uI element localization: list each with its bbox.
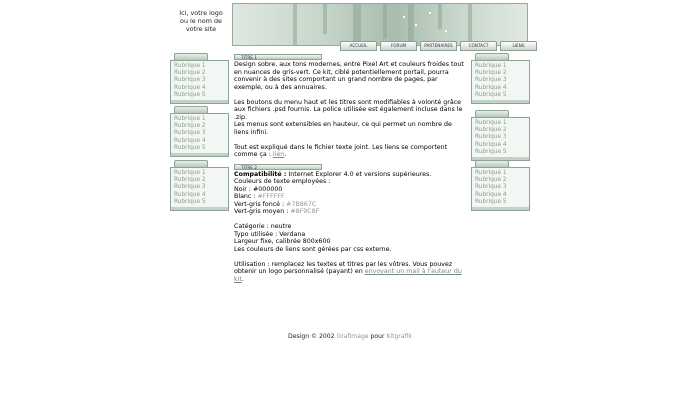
menu-item[interactable]: Rubrique 4 [174,84,206,91]
kitgrafik-link[interactable]: Kitgrafik [386,333,412,340]
typo: Typo utilisée : Verdana [234,230,306,238]
grafimage-link[interactable]: Grafimage [336,333,369,340]
right-menu-3 [471,160,530,211]
logo-line-2: ou le nom de [180,17,222,25]
banner-decor [323,4,327,34]
nav-contact[interactable]: CONTACT [460,41,497,51]
links-info: Les couleurs de liens sont gérées par css externe. [234,245,392,253]
top-nav [340,41,537,50]
menu-item[interactable]: Rubrique 5 [475,91,507,98]
menu-item[interactable]: Rubrique 2 [174,123,206,130]
color-value: #7B867C [286,200,317,208]
banner-decor [383,4,387,39]
color-label: Vert-gris moyen : [234,208,291,215]
logo-line-1: Ici, votre logo [179,9,223,17]
color-vert-moyen [234,208,466,216]
paragraph: Les boutons du menu haut et les titres sont modifiables à volonté grâce aux fichiers .psd fournis. La police utilisée est également incluse dans le .zip. [234,98,463,121]
menu-item[interactable]: Rubrique 3 [174,184,206,191]
menu-item[interactable]: Rubrique 5 [475,198,507,205]
menu-tab [174,106,208,113]
menu-item[interactable]: Rubrique 5 [475,148,507,155]
menu-item[interactable]: Rubrique 5 [174,91,206,98]
menu-item[interactable]: Rubrique 4 [174,191,206,198]
paragraph-end: . [284,151,287,158]
banner-decor [415,24,417,26]
nav-forum[interactable]: FORUM [380,41,417,51]
paragraph: Les menus sont extensibles en hauteur, ce qui permet un nombre de liens infini. [234,121,452,136]
menu-tab [174,53,208,60]
width-info: Largeur fixe, calibrée 800x600 [234,238,331,245]
menu-item[interactable]: Rubrique 4 [475,191,507,198]
color-value: #FFFFFF [257,193,285,200]
menu-item[interactable]: Rubrique 1 [475,63,507,69]
footer-text: pour [368,333,387,340]
banner-decor [445,30,447,32]
menu-item[interactable]: Rubrique 3 [475,184,507,191]
menu-item[interactable]: Rubrique 2 [475,70,507,77]
section-title-2: TITRE 2 [234,164,322,170]
menu-item[interactable]: Rubrique 2 [475,177,507,184]
left-menu-3 [170,160,229,211]
banner-decor [429,12,431,14]
menu-box [170,60,229,104]
usage-end: . [241,275,244,283]
menu-box [471,60,530,104]
color-label: Blanc : [234,193,258,200]
category: Catégorie : neutre [234,223,292,230]
menu-tab [174,160,208,167]
paragraph [234,144,466,159]
right-menu-1 [471,53,530,104]
menu-tab [475,160,509,167]
menu-item[interactable]: Rubrique 4 [475,84,507,91]
section-title-1: TITRE 1 [234,54,322,60]
menu-item[interactable]: Rubrique 3 [475,77,507,84]
compat-line [234,171,466,179]
menu-item[interactable]: Rubrique 3 [174,77,206,84]
banner-decor [293,4,297,45]
menu-box [471,117,530,161]
paragraph: Design sobre, aux tons modernes, entre Pixel Art et couleurs froides tout en nuances de gris-vert. Ce kit, ciblé potentiellement portail, pourra convenir à des sites comportant un grand nombre de pages, par exemple, ou à des annuaires. [234,61,464,91]
sample-link[interactable]: lien [272,151,285,158]
logo-line-3: votre site [185,25,217,33]
banner-decor [408,4,414,45]
menu-item[interactable]: Rubrique 1 [174,63,206,69]
menu-item[interactable]: Rubrique 4 [174,137,206,144]
color-blanc [234,193,466,201]
color-noir: Noir : #000000 [234,185,283,193]
banner-decor [403,16,405,18]
menu-tab [475,53,509,60]
menu-item[interactable]: Rubrique 2 [174,177,206,184]
color-label: Vert-gris foncé : [234,200,287,208]
menu-item[interactable]: Rubrique 3 [174,130,206,137]
left-menu-1 [170,53,229,104]
compat-label: Compatibilité : [234,170,287,178]
banner-decor [353,4,361,45]
color-value: #8F9C8F [290,208,320,215]
menu-item[interactable]: Rubrique 5 [174,198,206,205]
left-menu-2 [170,106,229,157]
header-banner [232,3,528,46]
banner-decor [438,4,442,29]
main-content [234,54,466,283]
menu-item[interactable]: Rubrique 1 [475,120,507,126]
menu-tab [475,110,509,117]
menu-item[interactable]: Rubrique 1 [475,170,507,176]
menu-item[interactable]: Rubrique 3 [475,134,507,141]
mail-author-link[interactable]: envoyant un mail à l'auteur du kit [234,268,462,283]
menu-box [471,167,530,211]
colors-intro: Couleurs de texte employées : [234,178,331,185]
usage-text: Utilisation : remplacez les textes et titres par les vôtres. Vous pouvez obtenir un logo personnalisé (payant) en [234,260,453,275]
compat-text: Internet Explorer 4.0 et versions supérieures. [286,170,432,178]
menu-item[interactable]: Rubrique 2 [475,127,507,134]
nav-partenaires[interactable]: PARTENAIRES [420,41,457,51]
nav-liens[interactable]: LIENS [500,41,537,51]
menu-item[interactable]: Rubrique 1 [174,170,206,176]
menu-item[interactable]: Rubrique 4 [475,141,507,148]
menu-item[interactable]: Rubrique 2 [174,70,206,77]
color-vert-fonce [234,201,466,209]
footer [0,333,700,340]
menu-box [170,113,229,157]
usage-paragraph [234,261,466,284]
site-logo[interactable] [170,3,232,48]
nav-accueil[interactable]: ACCUEIL [340,41,377,51]
banner-decor [468,4,472,45]
menu-box [170,167,229,211]
footer-text: Design © 2002 [288,333,337,340]
right-menu-2 [471,110,530,161]
menu-item[interactable]: Rubrique 1 [174,116,206,122]
menu-item[interactable]: Rubrique 5 [174,144,206,151]
paragraph-text: Tout est expliqué dans le fichier texte joint. Les liens se comportent comme ça : [234,143,448,158]
